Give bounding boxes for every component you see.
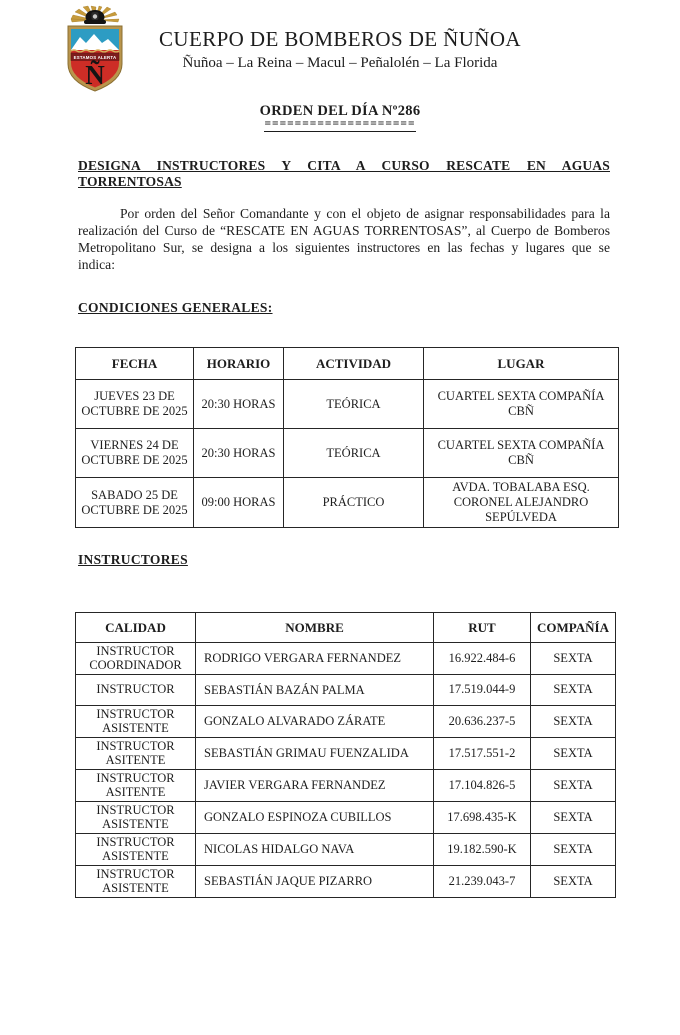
body-paragraph: Por orden del Señor Comandante y con el objeto de asignar responsabilidades para la realización del Curso de “RESCATE EN AGUAS TORRENTOSAS”, al Cuerpo de Bomberos Metropolitano Sur, se designa a los siguientes instructores en las fechas y lugares que se indica: xyxy=(78,206,610,272)
instructor-nombre: JAVIER VERGARA FERNANDEZ xyxy=(196,770,434,802)
instructors-header-row xyxy=(76,613,616,643)
instructor-rut: 17.519.044-9 xyxy=(434,675,531,706)
general-conditions-heading: CONDICIONES GENERALES: xyxy=(78,300,273,315)
schedule-row xyxy=(76,429,619,478)
instructors-header-calidad: CALIDAD xyxy=(76,613,196,643)
instructor-nombre: GONZALO ESPINOZA CUBILLOS xyxy=(196,802,434,834)
instructors-header-rut: RUT xyxy=(434,613,531,643)
instructor-calidad: INSTRUCTOR ASISTENTE xyxy=(76,834,196,866)
schedule-row xyxy=(76,380,619,429)
instructor-compania: SEXTA xyxy=(531,706,616,738)
instructor-rut: 21.239.043-7 xyxy=(434,866,531,898)
instructor-compania: SEXTA xyxy=(531,738,616,770)
instructor-calidad: INSTRUCTOR ASITENTE xyxy=(76,738,196,770)
instructor-nombre: RODRIGO VERGARA FERNANDEZ xyxy=(196,643,434,675)
instructor-rut: 17.517.551-2 xyxy=(434,738,531,770)
schedule-cell-actividad: PRÁCTICO xyxy=(284,478,424,528)
instructors-header-compania: COMPAÑÍA xyxy=(531,613,616,643)
instructor-nombre: SEBASTIÁN GRIMAU FUENZALIDA xyxy=(196,738,434,770)
instructor-row xyxy=(76,802,616,834)
schedule-header-lugar: LUGAR xyxy=(424,348,619,380)
instructors-heading: INSTRUCTORES xyxy=(78,552,188,567)
instructor-rut: 17.698.435-K xyxy=(434,802,531,834)
instructor-compania: SEXTA xyxy=(531,834,616,866)
order-separator: ==================== xyxy=(264,118,416,130)
instructor-compania: SEXTA xyxy=(531,643,616,675)
instructor-compania: SEXTA xyxy=(531,866,616,898)
document-body xyxy=(78,158,610,316)
instructor-calidad: INSTRUCTOR ASISTENTE xyxy=(76,802,196,834)
schedule-row xyxy=(76,478,619,528)
schedule-cell-actividad: TEÓRICA xyxy=(284,380,424,429)
instructor-nombre: NICOLAS HIDALGO NAVA xyxy=(196,834,434,866)
schedule-header-fecha: FECHA xyxy=(76,348,194,380)
instructor-calidad: INSTRUCTOR ASISTENTE xyxy=(76,866,196,898)
instructor-row xyxy=(76,770,616,802)
instructor-row xyxy=(76,643,616,675)
shield-letter: Ñ xyxy=(85,60,105,90)
instructor-compania: SEXTA xyxy=(531,802,616,834)
banner-text: ESTAMOS ALERTA xyxy=(73,54,117,60)
instructor-row xyxy=(76,866,616,898)
instructor-rut: 17.104.826-5 xyxy=(434,770,531,802)
schedule-cell-actividad: TEÓRICA xyxy=(284,429,424,478)
schedule-cell-horario: 20:30 HORAS xyxy=(194,429,284,478)
instructor-calidad: INSTRUCTOR xyxy=(76,675,196,706)
schedule-cell-lugar: AVDA. TOBALABA ESQ. CORONEL ALEJANDRO SEPÚLVEDA xyxy=(424,478,619,528)
instructor-rut: 20.636.237-5 xyxy=(434,706,531,738)
schedule-cell-lugar: CUARTEL SEXTA COMPAÑÍA CBÑ xyxy=(424,429,619,478)
instructor-row xyxy=(76,675,616,706)
instructor-row xyxy=(76,738,616,770)
instructor-row xyxy=(76,834,616,866)
schedule-cell-horario: 09:00 HORAS xyxy=(194,478,284,528)
communes-line: Ñuñoa – La Reina – Macul – Peñalolén – La Florida xyxy=(182,55,498,71)
instructors-table xyxy=(75,612,616,898)
schedule-cell-lugar: CUARTEL SEXTA COMPAÑÍA CBÑ xyxy=(424,380,619,429)
instructor-compania: SEXTA xyxy=(531,675,616,706)
instructor-calidad: INSTRUCTOR COORDINADOR xyxy=(76,643,196,675)
schedule-cell-horario: 20:30 HORAS xyxy=(194,380,284,429)
instructor-calidad: INSTRUCTOR ASISTENTE xyxy=(76,706,196,738)
fire-department-crest-icon xyxy=(60,4,130,96)
instructor-rut: 16.922.484-6 xyxy=(434,643,531,675)
instructor-nombre: SEBASTIÁN BAZÁN PALMA xyxy=(196,675,434,706)
schedule-cell-fecha: SABADO 25 DE OCTUBRE DE 2025 xyxy=(76,478,194,528)
schedule-header-horario: HORARIO xyxy=(194,348,284,380)
schedule-header-row xyxy=(76,348,619,380)
schedule-cell-fecha: VIERNES 24 DE OCTUBRE DE 2025 xyxy=(76,429,194,478)
schedule-header-actividad: ACTIVIDAD xyxy=(284,348,424,380)
instructor-compania: SEXTA xyxy=(531,770,616,802)
schedule-cell-fecha: JUEVES 23 DE OCTUBRE DE 2025 xyxy=(76,380,194,429)
instructor-rut: 19.182.590-K xyxy=(434,834,531,866)
instructor-calidad: INSTRUCTOR ASITENTE xyxy=(76,770,196,802)
schedule-table xyxy=(75,347,619,528)
subject-title: DESIGNA INSTRUCTORES Y CITA A CURSO RESCATE EN AGUAS TORRENTOSAS xyxy=(78,158,610,189)
instructor-nombre: GONZALO ALVARADO ZÁRATE xyxy=(196,706,434,738)
instructor-nombre: SEBASTIÁN JAQUE PIZARRO xyxy=(196,866,434,898)
instructor-row xyxy=(76,706,616,738)
order-number-title: ORDEN DEL DÍA Nº286 xyxy=(259,103,421,119)
instructors-header-nombre: NOMBRE xyxy=(196,613,434,643)
organization-name: CUERPO DE BOMBEROS DE ÑUÑOA xyxy=(159,27,521,51)
